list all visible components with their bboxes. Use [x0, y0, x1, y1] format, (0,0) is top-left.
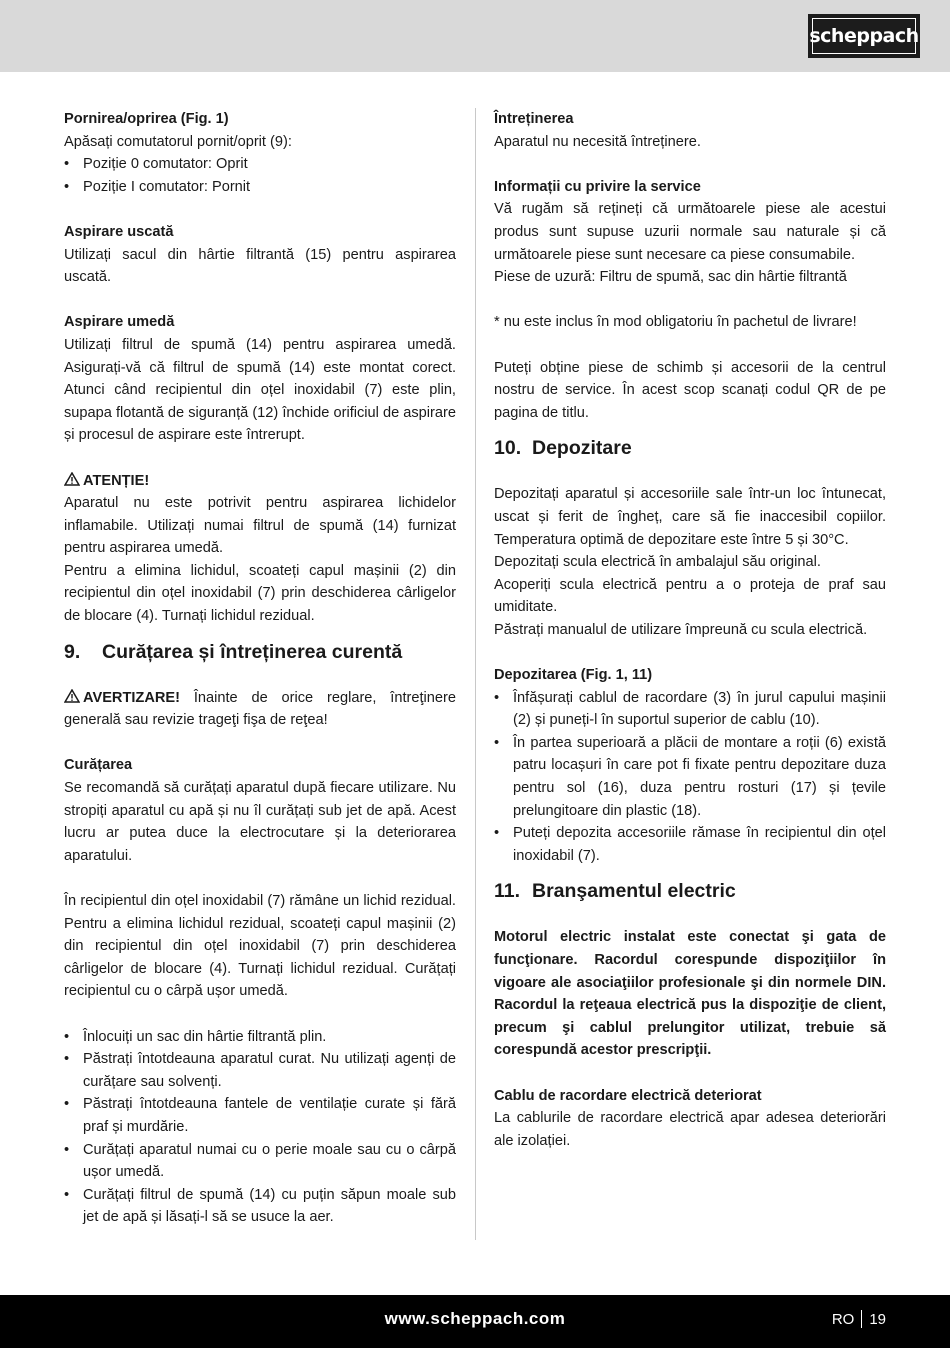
attention-heading: ATENȚIE!	[64, 470, 456, 493]
list-item: • Poziție I comutator: Pornit	[64, 178, 251, 195]
list-item: • Înfășurați cablul de racordare (3) în jurul capului mașinii (2) și puneți-l în suportul superior de cablu (10).	[494, 689, 886, 729]
delivery-note: * nu este inclus în mod obligatoriu în pachetul de livrare!	[494, 314, 857, 331]
storage-text-3: Acoperiți scula electrică pentru a o proteja de praf sau umiditate.	[494, 576, 886, 616]
service-title: Informații cu privire la service	[494, 178, 701, 195]
service-text: Vă rugăm să rețineți că următoarele piese ale acestui produs sunt supuse uzurii normale sau naturale și că următoarele piese sunt necesare ca piese consumabile.	[494, 201, 886, 263]
logo-text: scheppach	[812, 18, 916, 54]
dry-vacuum-title: Aspirare uscată	[64, 223, 174, 240]
wet-vacuum-text: Utilizați filtrul de spumă (14) pentru aspirarea umedă. Asigurați-vă că filtrul de spumă (14) este montat corect. Atunci când recipientul din oțel inoxidabil (7) este plin, supapa flotantă de siguranță (12) închide orificiul de aspirare și procesul de aspirare este întrerupt.	[64, 336, 456, 444]
scheppach-logo	[808, 14, 920, 58]
attention-text-2: Pentru a elimina lichidul, scoateți capul mașinii (2) din recipientul din oțel inoxidabil (7) prin deschiderea cârligelor de blocare (4). Turnați lichidul rezidual.	[64, 562, 456, 625]
list-item: • Curățați aparatul numai cu o perie moale sau cu o cârpă ușor umedă.	[64, 1141, 456, 1181]
storage-text-4: Păstrați manualul de utilizare împreună cu scula electrică.	[494, 621, 868, 638]
page-number: 19	[869, 1310, 886, 1328]
section-11-heading: 11. Branşamentul electric	[494, 880, 736, 903]
warning-triangle-icon	[64, 472, 80, 486]
warning-triangle-icon	[64, 689, 80, 703]
damaged-cable-text: La cablurile de racordare electrică apar adesea deteriorări ale izolației.	[494, 1110, 886, 1149]
page-indicator	[832, 1310, 886, 1328]
cleaning-title: Curățarea	[64, 757, 133, 774]
cleaning-text: Se recomandă să curățați aparatul după fiecare utilizare. Nu stropiți aparatul cu apă și nu îl curățați sub jet de apă. Acest lucru ar putea duce la electrocutare și la deteriorarea aparatului.	[64, 780, 456, 864]
storage-text-1: Depozitați aparatul și accesoriile sale într-un loc întunecat, uscat și ferit de îngheț, care să fie inaccesibil copiilor. Temperatura optimă de depozitare este între 5 și 30°C.	[494, 486, 886, 548]
section-10-heading: 10. Depozitare	[494, 437, 632, 460]
spare-parts-text: Puteți obține piese de schimb și accesorii de la centrul nostru de service. În acest scop scanați codul QR de pe pagina de titlu.	[494, 359, 886, 421]
on-off-text: Apăsați comutatorul pornit/oprit (9):	[64, 133, 292, 150]
damaged-cable-title: Cablu de racordare electrică deteriorat	[494, 1087, 762, 1104]
page-header	[0, 0, 950, 72]
storage-list	[494, 687, 886, 868]
language-code: RO	[831, 1310, 855, 1328]
list-item: • Păstrați întotdeauna fantele de ventilație curate și fără praf și murdărie.	[64, 1096, 456, 1135]
wear-parts-text: Piese de uzură: Filtru de spumă, sac din hârtie filtrantă	[494, 269, 847, 286]
list-item: • Păstrați întotdeauna aparatul curat. Nu utilizați agenți de curățare sau solvenți.	[64, 1051, 456, 1090]
storage-text-2: Depozitați scula electrică în ambalajul său original.	[494, 554, 821, 571]
on-off-title: Pornirea/oprirea (Fig. 1)	[64, 111, 229, 127]
list-item: • Puteți depozita accesoriile rămase în recipientul din oțel inoxidabil (7).	[494, 825, 886, 864]
electric-connection-text: Motorul electric instalat este conectat şi gata de funcţionare. Racordul corespunde dispoziţiilor în vigoare ale asociaţiilor profesionale şi din normele DIN. Racordul la reţeaua electrică pus la dispoziţie de client, precum şi cablul prelungitor utilizat, trebuie să corespundă acestor prescripţii.	[494, 929, 886, 1059]
dry-vacuum-text: Utilizați sacul din hârtie filtrantă (15) pentru aspirarea uscată.	[64, 246, 456, 286]
residual-liquid-text: În recipientul din oțel inoxidabil (7) rămâne un lichid rezidual. Pentru a elimina lichidul rezidual, scoateți capul mașinii (2) din recipientul din oțel inoxidabil (7) prin deschiderea cârligelor de blocare (4). Turnați lichidul rezidual. Curățați recipientul cu o cârpă ușor umedă.	[64, 893, 456, 1000]
maintenance-title: Întreținerea	[494, 111, 574, 127]
footer-separator	[861, 1310, 862, 1328]
warning-paragraph: AVERTIZARE! Înainte de orice reglare, întreţinere generală sau revizie trageţi fişa de reţea!	[64, 689, 456, 729]
list-item: • Înlocuiți un sac din hârtie filtrantă plin.	[64, 1028, 327, 1045]
list-item: • În partea superioară a plăcii de montare a roții (6) există patru locașuri în care pot fi fixate pentru depozitare duza pentru sol (16), duza pentru rosturi (17) și țevile prelungitoare din plastic (18).	[494, 734, 886, 819]
cleaning-list	[64, 1026, 456, 1229]
list-item: • Curățați filtrul de spumă (14) cu puțin săpun moale sub jet de apă și lăsați-l să se usuce la aer.	[64, 1186, 456, 1226]
section-9-heading: 9. Curățarea și întreținerea curentă	[64, 640, 403, 663]
page-footer	[0, 1295, 950, 1348]
wet-vacuum-title: Aspirare umedă	[64, 314, 175, 331]
on-off-list	[64, 153, 456, 198]
list-item: • Poziție 0 comutator: Oprit	[64, 156, 248, 173]
right-column	[494, 108, 886, 1152]
column-divider	[475, 108, 476, 1240]
storage-fig-title: Depozitarea (Fig. 1, 11)	[494, 667, 653, 684]
footer-url-link[interactable]: www.scheppach.com	[384, 1309, 566, 1328]
attention-text: Aparatul nu este potrivit pentru aspirarea lichidelor inflamabile. Utilizați numai filtrul de spumă (14) furnizat pentru aspirarea umedă.	[64, 495, 456, 557]
maintenance-text: Aparatul nu necesită întreținere.	[494, 133, 701, 150]
left-column	[64, 108, 456, 1229]
